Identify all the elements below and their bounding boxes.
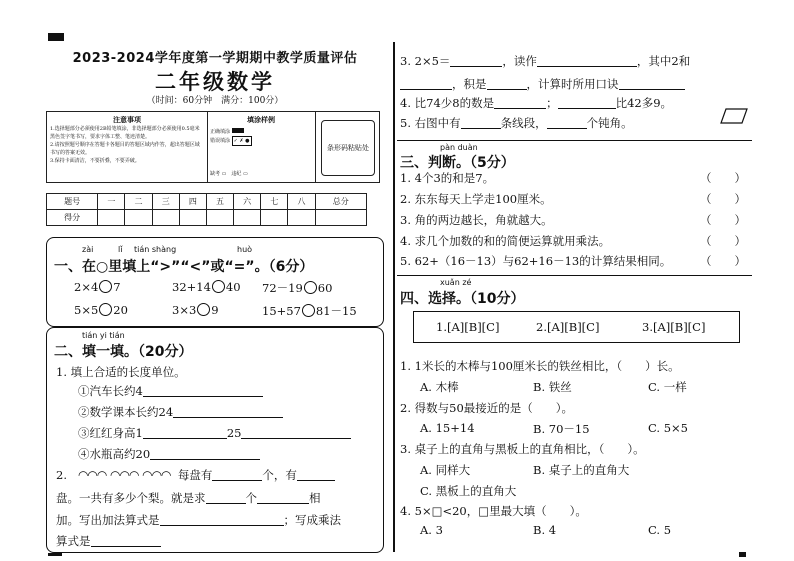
section3-title: 三、判断。（5分） bbox=[400, 155, 515, 171]
notice-item: 1.选择题部分必须使用2B铅笔填涂，非选择题部分必须使用0.5毫米黑色签字笔书写，要求字体工整、笔迹清楚。 bbox=[50, 126, 200, 140]
fill-q1-item: ②数学课本长约24 bbox=[78, 404, 283, 420]
judge-paren[interactable]: （ ） bbox=[700, 254, 746, 268]
compare-item: 2×4 7 bbox=[74, 280, 121, 294]
judge-item: 2. 东东每天上学走100厘米。 bbox=[400, 192, 552, 206]
corner-mark-bottom-left bbox=[48, 553, 62, 556]
answer-blank[interactable] bbox=[143, 427, 227, 439]
choice-option[interactable]: C. 黑板上的直角大 bbox=[420, 484, 517, 498]
answer-blank[interactable] bbox=[212, 469, 262, 481]
column-divider bbox=[393, 42, 395, 552]
pear-plate-icon: ◠◠◠ bbox=[110, 468, 139, 482]
notice-title: 注意事项 bbox=[113, 115, 141, 124]
fill-q3: 3. 2×5＝ ，读作 ，其中2和 bbox=[400, 54, 691, 68]
sec1-pinyin: tián shàng bbox=[134, 245, 177, 254]
fill-q1-item: ①汽车长约4 bbox=[78, 383, 263, 399]
time-score-info: （时间：60分钟 满分：100分） bbox=[146, 96, 284, 106]
compare-circle[interactable] bbox=[99, 280, 112, 293]
choice-option[interactable]: C. 5×5 bbox=[648, 421, 688, 435]
barcode-panel bbox=[315, 112, 379, 182]
answer-blank[interactable] bbox=[558, 97, 616, 109]
choice-option[interactable]: C. 5 bbox=[648, 523, 672, 537]
notice-box bbox=[46, 111, 380, 183]
right-divider bbox=[397, 140, 752, 141]
answer-sheet-box bbox=[413, 311, 740, 343]
answer-blank[interactable] bbox=[143, 385, 263, 397]
choice-option[interactable]: A. 同样大 bbox=[420, 463, 471, 477]
fill-q5: 5. 右图中有 条线段， 个钝角。 bbox=[400, 116, 633, 130]
pear-plate-icon: ◠◠◠ bbox=[142, 468, 171, 482]
choice-option[interactable]: C. 一样 bbox=[648, 380, 687, 394]
choice-option[interactable]: A. 15+14 bbox=[420, 421, 475, 435]
fill-q3-cont: ，积是 ，计算时所用口诀 bbox=[400, 76, 685, 92]
judge-paren[interactable]: （ ） bbox=[700, 171, 746, 185]
answer-blank[interactable] bbox=[450, 55, 502, 67]
judge-paren[interactable]: （ ） bbox=[700, 234, 746, 248]
compare-item: 15+57 81－15 bbox=[262, 304, 357, 318]
fill-q1: 1. 填上合适的长度单位。 bbox=[56, 365, 186, 379]
compare-item: 5×5 20 bbox=[74, 303, 128, 317]
choice-q2: 2. 得数与50最接近的是（ ）。 bbox=[400, 401, 574, 415]
compare-circle[interactable] bbox=[197, 303, 210, 316]
answer-blank[interactable] bbox=[297, 469, 335, 481]
parallelogram-figure bbox=[720, 107, 748, 125]
sec3-pinyin: pàn duàn bbox=[440, 143, 478, 152]
fill-q2-line4: 算式是 bbox=[56, 533, 161, 549]
corner-mark-bottom-right bbox=[739, 552, 746, 557]
notice-item: 2.请按照题号顺序在答题卡各题目的答题区域内作答，超出答题区域书写的答案无效。 bbox=[50, 142, 200, 156]
sec1-pinyin: huò bbox=[237, 245, 253, 254]
score-table-header: 题号 一 二 三 四 五 六 七 八 总分 bbox=[47, 194, 367, 210]
answer-blank[interactable] bbox=[494, 97, 546, 109]
choice-q4: 4. 5×□<20，□里最大填（ ）。 bbox=[400, 504, 587, 518]
answer-blank[interactable] bbox=[619, 78, 685, 90]
choice-q1: 1. 1米长的木棒与100厘米长的铁丝相比，（ ）长。 bbox=[400, 359, 680, 373]
answer-blank[interactable] bbox=[537, 55, 637, 67]
section2-title: 二、填一填。（20分） bbox=[54, 344, 193, 360]
answer-option-row[interactable]: 3.[A][B][C] bbox=[642, 320, 706, 334]
sec2-pinyin: tián yi tián bbox=[82, 331, 125, 340]
score-table bbox=[46, 193, 367, 226]
subject-title: 二年级数学 bbox=[155, 70, 275, 94]
judge-item: 1. 4个3的和是7。 bbox=[400, 171, 495, 185]
compare-circle[interactable] bbox=[99, 303, 112, 316]
missing-cheat: 缺考 ▭ 违纪 ▭ bbox=[210, 171, 248, 177]
compare-circle[interactable] bbox=[302, 304, 315, 317]
answer-blank[interactable] bbox=[160, 514, 284, 526]
fill-q2-line2: 盘。一共有多少个梨。就是求 个 相 bbox=[56, 491, 321, 505]
score-table-scores: 得分 bbox=[47, 210, 367, 226]
answer-option-row[interactable]: 1.[A][B][C] bbox=[436, 320, 500, 334]
sec4-pinyin: xuǎn zé bbox=[440, 278, 472, 287]
answer-option-row[interactable]: 2.[A][B][C] bbox=[536, 320, 600, 334]
corner-mark-top-left bbox=[48, 33, 64, 41]
choice-option[interactable]: B. 铁丝 bbox=[533, 380, 572, 394]
exam-header: 2023-2024学年度第一学期期中教学质量评估 bbox=[72, 51, 358, 66]
choice-option[interactable]: B. 70－15 bbox=[533, 422, 590, 436]
sample-title: 填涂样例 bbox=[247, 115, 275, 124]
compare-circle[interactable] bbox=[304, 281, 317, 294]
judge-paren[interactable]: （ ） bbox=[700, 213, 746, 227]
sample-panel bbox=[207, 112, 316, 182]
sec1-pinyin: lǐ bbox=[118, 245, 123, 254]
fill-q1-item: ④水瓶高约20 bbox=[78, 446, 260, 462]
notice-item: 3.保持卡面清洁，不要折叠，不要弄破。 bbox=[50, 158, 140, 164]
choice-option[interactable]: B. 桌子上的直角大 bbox=[533, 463, 630, 477]
answer-blank[interactable] bbox=[400, 78, 452, 90]
compare-circle[interactable] bbox=[212, 280, 225, 293]
compare-item: 3×3 9 bbox=[172, 303, 219, 317]
answer-blank[interactable] bbox=[461, 117, 501, 129]
choice-option[interactable]: B. 4 bbox=[533, 523, 557, 537]
answer-blank[interactable] bbox=[487, 78, 527, 90]
right-divider bbox=[397, 275, 752, 276]
fill-q2-line3: 加。写出加法算式是 ；写成乘法 bbox=[56, 513, 341, 527]
answer-blank[interactable] bbox=[241, 427, 351, 439]
sec1-pinyin: zài bbox=[82, 245, 94, 254]
choice-option[interactable]: A. 3 bbox=[420, 523, 443, 537]
compare-item: 32+14 40 bbox=[172, 280, 241, 294]
answer-blank[interactable] bbox=[91, 535, 161, 547]
answer-blank[interactable] bbox=[547, 117, 587, 129]
answer-blank[interactable] bbox=[206, 492, 246, 504]
sample-wrong: 错误填涂 ✓ ✗ ● bbox=[210, 138, 250, 144]
judge-item: 5. 62+（16－13）与62+16－13的计算结果相同。 bbox=[400, 254, 672, 268]
barcode-area: 条形码粘贴处 bbox=[321, 120, 375, 176]
pear-plate-icon: ◠◠◠ bbox=[77, 468, 107, 482]
answer-blank[interactable] bbox=[150, 448, 260, 460]
fill-q2-line1: 2. ◠◠◠ ◠◠◠ ◠◠◠ 每盘有 个，有 bbox=[56, 467, 335, 483]
choice-option[interactable]: A. 木棒 bbox=[420, 380, 459, 394]
judge-item: 4. 求几个加数的和的简便运算就用乘法。 bbox=[400, 234, 611, 248]
fill-q4: 4. 比74少8的数是 ； 比42多9。 bbox=[400, 96, 673, 110]
answer-blank[interactable] bbox=[257, 492, 309, 504]
judge-item: 3. 角的两边越长，角就越大。 bbox=[400, 213, 553, 227]
notice-panel bbox=[47, 112, 208, 182]
sample-correct: 正确填涂 bbox=[207, 128, 315, 136]
judge-paren[interactable]: （ ） bbox=[700, 192, 746, 206]
fill-q1-item: ③红红身高1 25 bbox=[78, 425, 351, 441]
section4-title: 四、选择。（10分） bbox=[400, 291, 525, 307]
choice-q3: 3. 桌子上的直角与黑板上的直角相比，（ ）。 bbox=[400, 442, 645, 456]
compare-item: 72－19 60 bbox=[262, 281, 333, 295]
section1-title: 一、在○里填上“>”“<”或“=”。（6分） bbox=[54, 259, 314, 275]
answer-blank[interactable] bbox=[173, 406, 283, 418]
